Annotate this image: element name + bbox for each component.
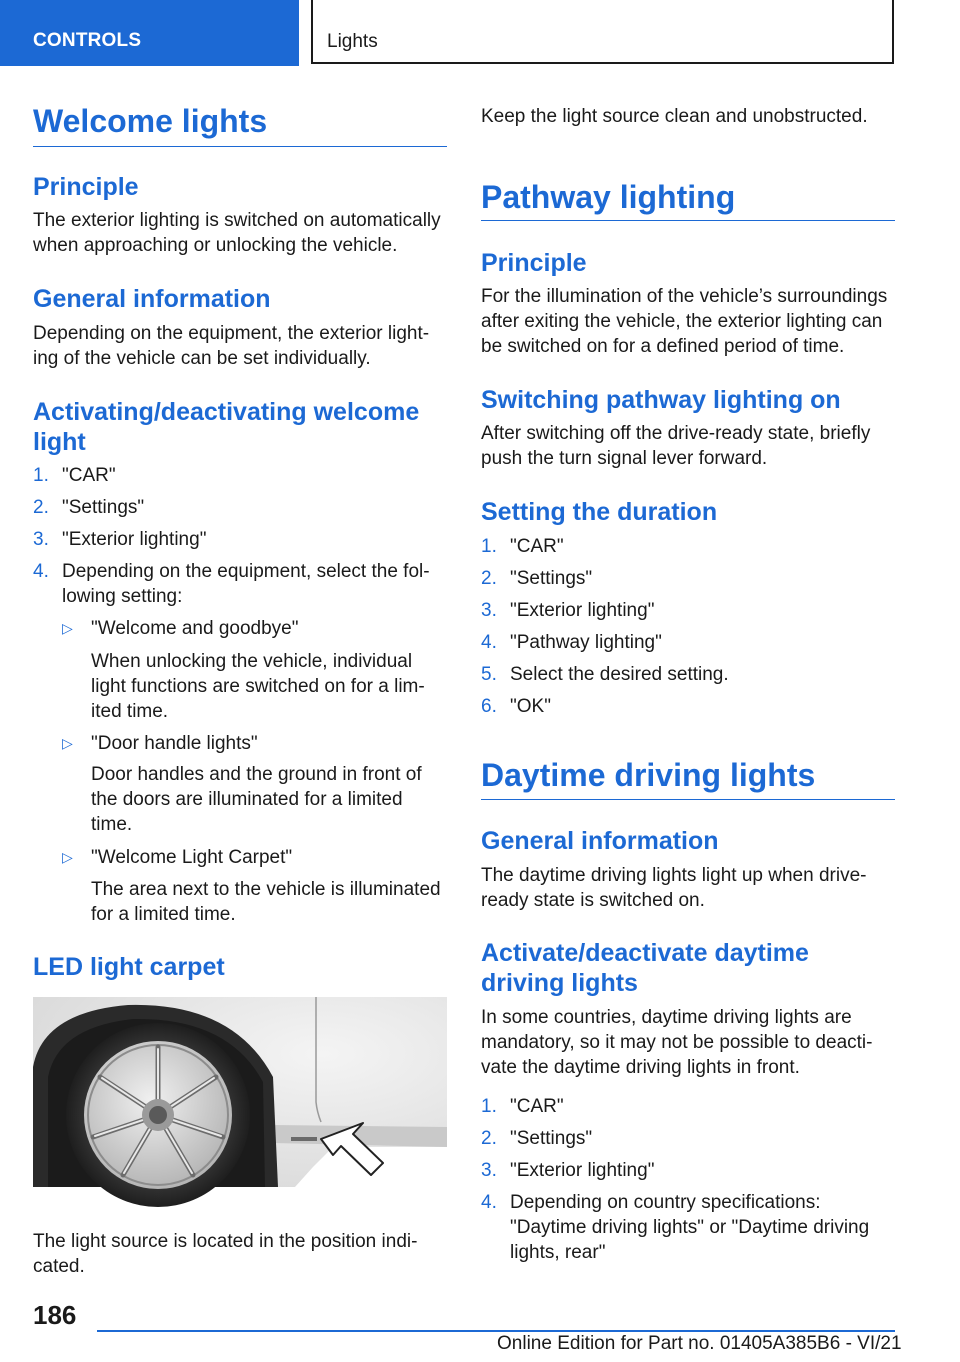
list-text: "OK" [510,696,551,717]
title-rule [481,220,895,221]
text-line: In some countries, daytime driving lights are [481,1007,852,1028]
text-line: push the turn signal lever forward. [481,448,768,469]
chapter-label: Lights [327,31,378,52]
text-line: Depending on the equipment, select the fol‐ [62,561,430,582]
section-label: CONTROLS [33,30,142,51]
list-number: 4. [481,1192,497,1213]
triangle-bullet-icon: ▷ [62,620,73,636]
text-line: Depending on country specifications: [510,1192,821,1213]
list-number: 3. [481,1160,497,1181]
list-text: "CAR" [510,536,564,557]
principle-text [33,208,447,258]
option-title: "Door handle lights" [91,733,258,754]
pathway-lighting-title: Pathway lighting [481,179,736,215]
list-text [62,559,447,609]
switching-pathway-text [481,421,895,471]
text-line: For the illumination of the vehicle’s surroundings [481,286,888,307]
chapter-tab [311,0,894,64]
text-line: the doors are illuminated for a limited [91,789,403,810]
footer-rule [97,1330,895,1332]
text-line: ready state is switched on. [481,890,705,911]
heading-line: driving lights [481,969,638,997]
daytime-activate-heading [481,938,895,998]
text-line: after exiting the vehicle, the exterior lighting can [481,311,883,332]
list-number: 1. [481,536,497,557]
daytime-activate-text [481,1005,895,1080]
title-rule [33,146,447,147]
option-title: "Welcome Light Carpet" [91,847,293,868]
text-line: Depending on the equipment, the exterior light‐ [33,323,430,344]
option-text [91,877,447,927]
list-text: "CAR" [510,1096,564,1117]
car-wheel-illustration [33,997,447,1208]
daytime-general-heading: General information [481,827,719,855]
list-number: 3. [33,529,49,550]
list-text: "Exterior lighting" [510,600,655,621]
list-number: 5. [481,664,497,685]
general-info-text [33,321,447,371]
option-title: "Welcome and goodbye" [91,618,299,639]
principle-heading: Principle [33,173,139,201]
text-line: for a limited time. [91,904,236,925]
activate-welcome-heading [33,397,447,457]
welcome-lights-title: Welcome lights [33,103,268,139]
led-carpet-figure [33,997,447,1208]
text-line: vate the daytime driving lights in front. [481,1057,800,1078]
list-text: "Pathway lighting" [510,632,662,653]
list-text: "Exterior lighting" [510,1160,655,1181]
list-number: 1. [33,465,49,486]
text-line: The light source is located in the position indi‐ [33,1231,418,1252]
list-number: 2. [33,497,49,518]
text-line: After switching off the drive-ready state, briefly [481,423,871,444]
list-text: "Exterior lighting" [62,529,207,550]
list-text: "CAR" [62,465,116,486]
general-info-heading: General information [33,285,271,313]
heading-line: Activate/deactivate daytime [481,939,809,967]
section-tab [0,0,299,66]
text-line: The daytime driving lights light up when drive- [481,865,867,886]
list-text: "Settings" [510,1128,593,1149]
list-number: 2. [481,568,497,589]
option-text [91,649,447,724]
list-text: "Settings" [510,568,593,589]
pathway-principle-heading: Principle [481,249,587,277]
text-line: ing of the vehicle can be set individually. [33,348,371,369]
text-line: Door handles and the ground in front of [91,764,422,785]
triangle-bullet-icon: ▷ [62,735,73,751]
text-line: mandatory, so it may not be possible to deacti‐ [481,1032,873,1053]
text-line: ited time. [91,701,169,722]
list-number: 2. [481,1128,497,1149]
list-text: "Settings" [62,497,145,518]
daytime-general-text [481,863,895,913]
text-line: The area next to the vehicle is illuminated [91,879,441,900]
option-text [91,762,447,837]
duration-heading: Setting the duration [481,498,718,526]
daytime-lights-title: Daytime driving lights [481,757,816,793]
list-number: 4. [33,561,49,582]
list-number: 6. [481,696,497,717]
triangle-bullet-icon: ▷ [62,849,73,865]
text-line: cated. [33,1256,85,1277]
text-line: be switched on for a defined period of time. [481,336,845,357]
heading-line: Activating/deactivating welcome [33,398,420,426]
list-text: Select the desired setting. [510,664,729,685]
list-number: 3. [481,600,497,621]
text-line: time. [91,814,133,835]
list-number: 4. [481,632,497,653]
text-line: light functions are switched on for a lim‐ [91,676,425,697]
text-line: lights, rear" [510,1242,606,1263]
led-carpet-heading: LED light carpet [33,953,225,981]
list-number: 1. [481,1096,497,1117]
edition-text: Online Edition for Part no. 01405A385B6 - VI/21 [497,1333,902,1354]
carpet-text [33,1229,447,1279]
clean-text: Keep the light source clean and unobstructed. [481,106,868,127]
switching-pathway-heading: Switching pathway lighting on [481,386,841,414]
text-line: lowing setting: [62,586,183,607]
list-text [510,1190,895,1265]
text-line: when approaching or unlocking the vehicle. [33,235,398,256]
text-line: The exterior lighting is switched on automatically [33,210,441,231]
text-line: "Daytime driving lights" or "Daytime driving [510,1217,870,1238]
text-line: When unlocking the vehicle, individual [91,651,413,672]
page-number: 186 [33,1300,77,1330]
heading-line: light [33,428,86,456]
pathway-principle-text [481,284,895,359]
title-rule [481,799,895,800]
